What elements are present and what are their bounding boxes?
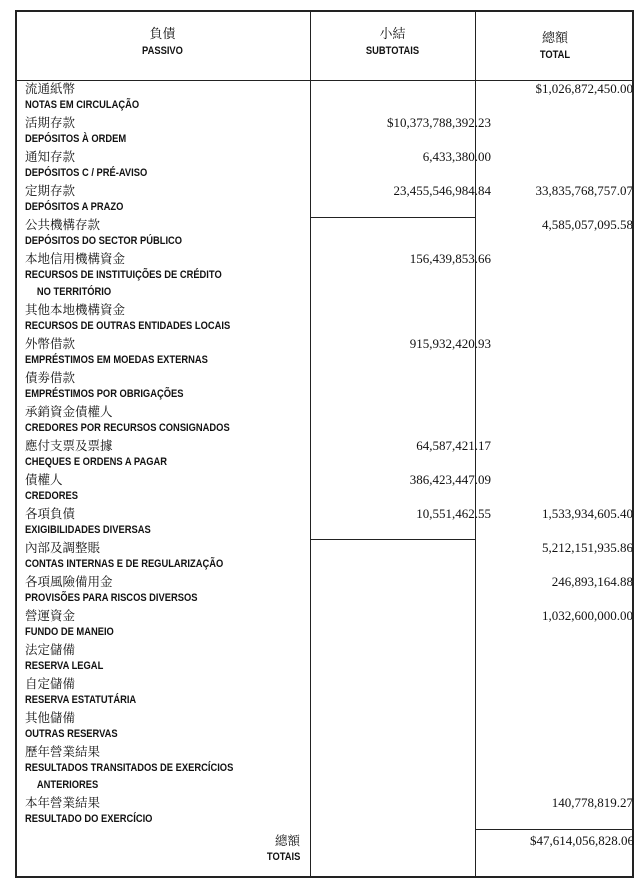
item-label-pt-continued: ANTERIORES bbox=[36, 779, 99, 791]
subtotal-value: 386,423,447.09 bbox=[409, 472, 491, 487]
total-value: $1,026,872,450.00 bbox=[535, 81, 633, 96]
table-row bbox=[25, 539, 636, 573]
totals-label bbox=[261, 832, 300, 866]
item-label-zh: 公共機構存款 bbox=[25, 217, 101, 232]
item-label-zh: 流通紙幣 bbox=[25, 81, 76, 96]
item-label-zh: 各項風險備用金 bbox=[25, 574, 113, 589]
header-zh: 小結 bbox=[379, 27, 406, 42]
item-label-pt: CREDORES bbox=[25, 490, 78, 502]
subtotal-value: 156,439,853.66 bbox=[409, 251, 491, 266]
totals-zh: 總額 bbox=[274, 833, 300, 848]
item-label-pt: DEPÓSITOS DO SECTOR PÚBLICO bbox=[25, 235, 183, 247]
item-label-pt: CHEQUES E ORDENS A PAGAR bbox=[25, 456, 168, 468]
item-label-pt: EXIGIBILIDADES DIVERSAS bbox=[25, 524, 151, 536]
table-row bbox=[25, 675, 636, 709]
header-pt: PASSIVO bbox=[142, 45, 183, 57]
table-row bbox=[25, 369, 636, 403]
header-zh: 負債 bbox=[149, 27, 176, 42]
header-subtotais bbox=[310, 26, 475, 60]
header-passivo bbox=[15, 26, 310, 60]
item-label-pt: FUNDO DE MANEIO bbox=[25, 626, 114, 638]
item-label-pt: RESERVA ESTATUTÁRIA bbox=[25, 694, 137, 706]
item-label-pt: PROVISÕES PARA RISCOS DIVERSOS bbox=[25, 592, 198, 604]
table-row bbox=[25, 80, 636, 114]
subtotal-value: 915,932,420.93 bbox=[409, 336, 491, 351]
item-label-zh: 其他儲備 bbox=[25, 710, 76, 725]
table-row bbox=[25, 709, 636, 743]
header-total bbox=[475, 30, 635, 64]
total-value: 33,835,768,757.07 bbox=[535, 183, 633, 198]
table-row bbox=[25, 641, 636, 675]
item-label-zh: 活期存款 bbox=[25, 115, 76, 130]
item-label-zh: 法定儲備 bbox=[25, 642, 76, 657]
item-label-zh: 定期存款 bbox=[25, 183, 76, 198]
item-label-zh: 承銷資金債權人 bbox=[25, 404, 113, 419]
table-row bbox=[25, 148, 636, 182]
item-label-pt: RESULTADOS TRANSITADOS DE EXERCÍCIOS bbox=[25, 762, 234, 774]
item-label-zh: 應付支票及票據 bbox=[25, 438, 113, 453]
subtotal-value: $10,373,788,392.23 bbox=[387, 115, 491, 130]
item-label-pt-continued: NO TERRITÓRIO bbox=[36, 286, 112, 298]
item-label-pt: OUTRAS RESERVAS bbox=[25, 728, 118, 740]
item-label-zh: 債權人 bbox=[25, 472, 63, 487]
grand-total: $47,614,056,828.06 bbox=[530, 833, 634, 848]
table-row bbox=[25, 743, 636, 794]
table-row bbox=[25, 114, 636, 148]
item-label-zh: 通知存款 bbox=[25, 149, 76, 164]
table-row bbox=[25, 794, 636, 828]
item-label-pt: DEPÓSITOS À ORDEM bbox=[25, 133, 127, 145]
table-row bbox=[25, 403, 636, 437]
item-label-pt: RECURSOS DE INSTITUIÇÕES DE CRÉDITO bbox=[25, 269, 222, 281]
item-label-pt: RECURSOS DE OUTRAS ENTIDADES LOCAIS bbox=[25, 320, 231, 332]
item-label-zh: 營運資金 bbox=[25, 608, 76, 623]
item-label-pt: EMPRÉSTIMOS EM MOEDAS EXTERNAS bbox=[25, 354, 208, 366]
table-row bbox=[25, 471, 636, 505]
table-row bbox=[25, 437, 636, 471]
item-label-zh: 各項負債 bbox=[25, 506, 76, 521]
item-label-zh: 內部及調整賬 bbox=[25, 540, 101, 555]
subtotal-value: 10,551,462.55 bbox=[416, 506, 491, 521]
subtotal-value: 64,587,421.17 bbox=[416, 438, 491, 453]
table-row bbox=[25, 505, 636, 539]
item-label-pt: RESERVA LEGAL bbox=[25, 660, 104, 672]
table-row bbox=[25, 573, 636, 607]
item-label-pt: DEPÓSITOS C / PRÉ-AVISO bbox=[25, 167, 148, 179]
subtotal-value: 23,455,546,984.84 bbox=[393, 183, 491, 198]
item-label-pt: CONTAS INTERNAS E DE REGULARIZAÇÃO bbox=[25, 558, 224, 570]
table-row bbox=[25, 250, 636, 301]
total-value: 246,893,164.88 bbox=[551, 574, 633, 589]
item-label-pt: EMPRÉSTIMOS POR OBRIGAÇÕES bbox=[25, 388, 184, 400]
item-label-zh: 歷年營業結果 bbox=[25, 744, 101, 759]
item-label-zh: 債劵借款 bbox=[25, 370, 76, 385]
total-value: 1,533,934,605.40 bbox=[542, 506, 633, 521]
item-label-zh: 本地信用機構資金 bbox=[25, 251, 126, 266]
item-label-zh: 本年營業結果 bbox=[25, 795, 101, 810]
item-label-pt: CREDORES POR RECURSOS CONSIGNADOS bbox=[25, 422, 230, 434]
header-pt: SUBTOTAIS bbox=[365, 45, 420, 57]
total-divider bbox=[475, 829, 634, 830]
liability-rows bbox=[25, 80, 636, 828]
subtotal-value: 6,433,380.00 bbox=[422, 149, 491, 164]
total-value: 140,778,819.27 bbox=[551, 795, 633, 810]
table-row bbox=[25, 335, 636, 369]
table-row bbox=[25, 301, 636, 335]
table-row bbox=[25, 216, 636, 250]
item-label-zh: 外幣借款 bbox=[25, 336, 76, 351]
header-zh: 總額 bbox=[541, 31, 568, 46]
item-label-pt: NOTAS EM CIRCULAÇÃO bbox=[25, 99, 140, 111]
item-label-zh: 其他本地機構資金 bbox=[25, 302, 126, 317]
total-value: 5,212,151,935.86 bbox=[542, 540, 633, 555]
total-value: 1,032,600,000.00 bbox=[542, 608, 633, 623]
item-label-pt: RESULTADO DO EXERCÍCIO bbox=[25, 813, 153, 825]
item-label-zh: 自定儲備 bbox=[25, 676, 76, 691]
table-row bbox=[25, 607, 636, 641]
table-row bbox=[25, 182, 636, 216]
header-pt: TOTAL bbox=[539, 49, 571, 61]
total-value: 4,585,057,095.58 bbox=[542, 217, 633, 232]
totals-pt: TOTAIS bbox=[266, 851, 300, 863]
item-label-pt: DEPÓSITOS A PRAZO bbox=[25, 201, 124, 213]
